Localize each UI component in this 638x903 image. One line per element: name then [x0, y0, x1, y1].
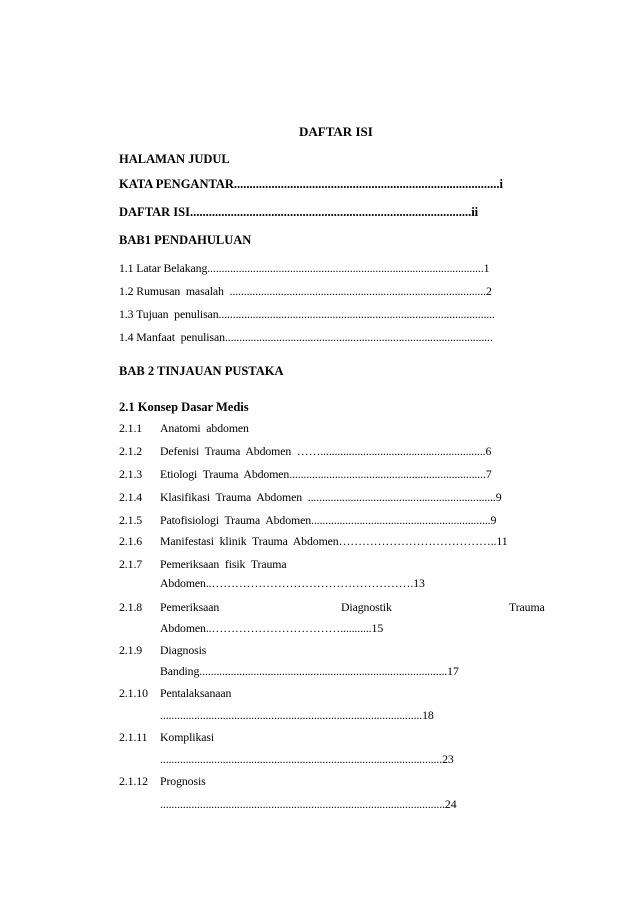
- toc-entry-number: 2.1.5: [119, 513, 143, 527]
- toc-entry-text: Diagnostik: [341, 600, 392, 614]
- toc-entry-number: 2.1.7: [119, 557, 143, 571]
- page-title: DAFTAR ISI: [299, 124, 373, 139]
- toc-entry-text: Prognosis: [160, 774, 206, 788]
- toc-entry-text: Pemeriksaan: [160, 600, 220, 614]
- toc-bab1-heading: BAB1 PENDAHULUAN: [119, 233, 252, 247]
- toc-entry-text: Pemeriksaan fisik Trauma: [160, 557, 287, 571]
- toc-entry-text: Patofisiologi Trauma Abdomen...............................................................9: [160, 513, 497, 527]
- toc-bab2-heading: BAB 2 TINJAUAN PUSTAKA: [119, 364, 284, 378]
- toc-bab1-item: 1.3 Tujuan penulisan.................................................................................................: [119, 307, 495, 321]
- toc-bab2-subheading: 2.1 Konsep Dasar Medis: [119, 400, 249, 414]
- toc-entry-continuation: ....................................................................................................24: [160, 797, 457, 811]
- toc-entry-number: 2.1.8: [119, 600, 143, 614]
- toc-entry-number: 2.1.10: [119, 686, 148, 700]
- toc-entry-text: Defenisi Trauma Abdomen ……..........................................................6: [160, 444, 492, 458]
- toc-bab1-item: 1.2 Rumusan masalah ..........................................................................................2: [119, 284, 492, 298]
- toc-entry-number: 2.1.6: [119, 534, 143, 548]
- toc-entry-continuation: Banding.......................................................................................17: [160, 664, 459, 678]
- toc-entry-text: Komplikasi: [160, 730, 215, 744]
- toc-entry-number: 2.1.1: [119, 421, 143, 435]
- toc-entry-number: 2.1.9: [119, 643, 143, 657]
- toc-bab1-item: 1.4 Manfaat penulisan..............................................................................................: [119, 330, 493, 344]
- toc-entry-text: Trauma: [509, 600, 545, 614]
- toc-entry-number: 2.1.11: [119, 730, 148, 744]
- toc-halaman-judul: HALAMAN JUDUL: [119, 152, 230, 166]
- toc-entry-number: 2.1.2: [119, 444, 143, 458]
- toc-entry-continuation: Abdomen..…………………………………………….13: [160, 576, 425, 590]
- toc-entry-text: Pentalaksanaan: [160, 686, 232, 700]
- toc-kata-pengantar: KATA PENGANTAR.....................................................................................i: [119, 177, 504, 191]
- toc-entry-text: Klasifikasi Trauma Abdomen ..................................................................9: [160, 490, 502, 504]
- toc-entry-continuation: ............................................................................................18: [160, 708, 434, 722]
- toc-bab1-item: 1.1 Latar Belakang.................................................................................................1: [119, 261, 490, 275]
- toc-entry-text: Diagnosis: [160, 643, 207, 657]
- toc-entry-number: 2.1.3: [119, 467, 143, 481]
- toc-entry-number: 2.1.12: [119, 774, 148, 788]
- toc-entry-text: Manifestasi klinik Trauma Abdomen…………………………………..11: [160, 534, 508, 548]
- toc-entry-continuation: ...................................................................................................23: [160, 752, 454, 766]
- toc-entry-continuation: Abdomen..……………………………...........15: [160, 621, 384, 635]
- toc-entry-number: 2.1.4: [119, 490, 143, 504]
- toc-entry-text: Anatomi abdomen: [160, 421, 249, 435]
- toc-entry-text: Etiologi Trauma Abdomen.....................................................................7: [160, 467, 492, 481]
- toc-daftar-isi: DAFTAR ISI..........................................................................................ii: [119, 205, 479, 219]
